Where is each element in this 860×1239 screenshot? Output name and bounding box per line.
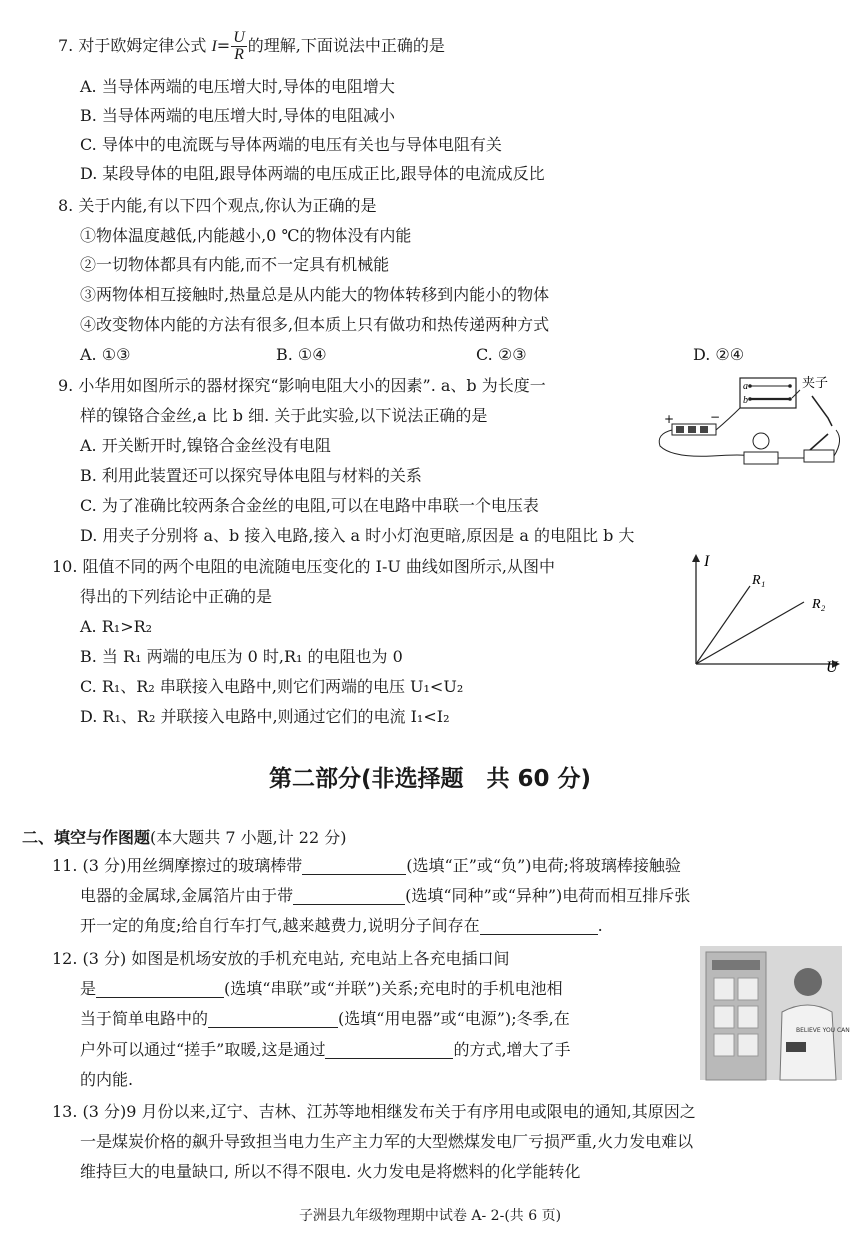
q11-line3: [80, 916, 603, 936]
q9-option-d: D. 用夹子分别将 a、b 接入电路,接入 a 时小灯泡更暗,原因是 a 的电阻比 b 大: [80, 526, 635, 545]
answer-blank[interactable]: [480, 918, 598, 935]
bulb-icon: [753, 433, 769, 449]
shirt-text: BELIEVE YOU CAN: [796, 1027, 850, 1034]
q7-stem: [58, 30, 445, 63]
formula-i: I: [211, 38, 217, 55]
formula-eq: =: [216, 36, 231, 55]
charging-station-photo: [700, 946, 850, 1080]
section2-note: (本大题共 7 小题,计 22 分): [150, 828, 347, 847]
q12-line1: 12. (3 分) 如图是机场安放的手机充电站, 充电站上各充电插口间: [52, 949, 510, 968]
q11-text: (选填“正”或“负”)电荷;将玻璃棒接触验: [406, 856, 681, 875]
q7-option-b: B. 当导体两端的电压增大时,导体的电阻减小: [80, 106, 396, 125]
q7-option-c: C. 导体中的电流既与导体两端的电压有关也与导体电阻有关: [80, 135, 502, 154]
q11-text: 电器的金属球,金属箔片由于带: [80, 886, 294, 905]
q13-line3: 维持巨大的电量缺口, 所以不得不限电. 火力发电是将燃料的化学能转化: [80, 1162, 581, 1181]
q10-option-b: B. 当 R₁ 两端的电压为 0 时,R₁ 的电阻也为 0: [80, 647, 403, 666]
q9-option-c: C. 为了准确比较两条合金丝的电阻,可以在电路中串联一个电压表: [80, 496, 539, 515]
answer-blank[interactable]: [293, 888, 405, 905]
q13-line1: 13. (3 分)9 月份以来,辽宁、吉林、江苏等地相继发布关于有序用电或限电的通知,其原因之: [52, 1102, 696, 1121]
q9-stem-line1: 9. 小华用如图所示的器材探究“影响电阻大小的因素”. a、b 为长度一: [58, 376, 546, 395]
q11-line1: [52, 856, 681, 876]
q10-option-a: A. R₁>R₂: [80, 617, 153, 636]
switch-icon: [810, 434, 828, 450]
q13-line2: 一是煤炭价格的飙升导致担当电力生产主力军的大型燃煤发电厂亏损严重,火力发电难以: [80, 1132, 694, 1151]
r2-line: [696, 602, 804, 664]
answer-blank[interactable]: [96, 981, 224, 998]
q8-point-1: ①物体温度越低,内能越小,0 ℃的物体没有内能: [80, 226, 412, 245]
q12-line5: 的内能.: [80, 1070, 134, 1089]
q12-line2: [80, 979, 563, 999]
q12-line4: [80, 1040, 571, 1060]
q12-text: (选填“串联”或“并联”)关系;充电时的手机电池相: [224, 979, 563, 998]
bulb-base: [744, 452, 778, 464]
person-head: [794, 968, 822, 996]
r2-label: R₂: [812, 597, 826, 612]
q11-text: 开一定的角度;给自行车打气,越来越费力,说明分子间存在: [80, 916, 480, 935]
answer-blank[interactable]: [208, 1011, 338, 1028]
formula-fraction: [231, 30, 247, 63]
section2-heading: [22, 825, 346, 848]
minus-label: −: [710, 410, 721, 424]
answer-blank[interactable]: [325, 1042, 453, 1059]
section2-title: 二、填空与作图题: [22, 828, 151, 847]
q8-option-a: A. ①③: [80, 345, 131, 364]
q11-line2: [80, 886, 690, 906]
switch-base: [804, 450, 834, 462]
page-footer: 子洲县九年级物理期中试卷 A- 2-(共 6 页): [298, 1208, 562, 1224]
alloy-wire-board: [740, 378, 796, 408]
q12-text: 是: [80, 979, 97, 998]
formula-denominator: R: [234, 46, 244, 63]
q9-stem-line2: 样的镍铬合金丝,a 比 b 细. 关于此实验,以下说法正确的是: [80, 406, 488, 425]
q10-option-c: C. R₁、R₂ 串联接入电路中,则它们两端的电压 U₁<U₂: [80, 677, 464, 696]
u-axis-label: U: [826, 659, 838, 676]
wire-b-label: b: [743, 395, 748, 406]
q7-stem-suffix: 的理解,下面说法中正确的是: [247, 36, 445, 55]
formula-numerator: U: [233, 29, 245, 46]
q10-iu-graph: [684, 550, 846, 674]
wire-a-label: a: [743, 381, 748, 392]
q9-option-a: A. 开关断开时,镍铬合金丝没有电阻: [80, 436, 331, 455]
answer-blank[interactable]: [302, 858, 406, 875]
q10-stem-line1: 10. 阻值不同的两个电阻的电流随电压变化的 I-U 曲线如图所示,从图中: [52, 557, 556, 576]
r1-label: R₁: [752, 573, 766, 588]
q8-option-d: D. ②④: [693, 345, 745, 364]
q8-point-3: ③两物体相互接触时,热量总是从内能大的物体转移到内能小的物体: [80, 285, 550, 304]
q12-text: 户外可以通过“搓手”取暖,这是通过: [80, 1040, 326, 1059]
q12-text: 当于简单电路中的: [80, 1009, 209, 1028]
q7-option-a: A. 当导体两端的电压增大时,导体的电阻增大: [80, 77, 395, 96]
q10-option-d: D. R₁、R₂ 并联接入电路中,则通过它们的电流 I₁<I₂: [80, 707, 450, 726]
q7-option-d: D. 某段导体的电阻,跟导体两端的电压成正比,跟导体的电流成反比: [80, 164, 545, 183]
q12-text: (选填“用电器”或“电源”);冬季,在: [338, 1009, 570, 1028]
plus-label: +: [664, 412, 675, 426]
q8-stem: 8. 关于内能,有以下四个观点,你认为正确的是: [58, 196, 377, 215]
q8-point-4: ④改变物体内能的方法有很多,但本质上只有做功和热传递两种方式: [80, 315, 550, 334]
q9-option-b: B. 利用此装置还可以探究导体电阻与材料的关系: [80, 466, 422, 485]
q9-circuit-figure: [652, 374, 848, 468]
r1-line: [696, 586, 750, 664]
q7-stem-prefix: 7. 对于欧姆定律公式: [58, 36, 207, 55]
i-axis-label: I: [704, 553, 710, 570]
q11-text: .: [597, 916, 603, 935]
q8-option-c: C. ②③: [476, 345, 527, 364]
q12-text: 的方式,增大了手: [453, 1040, 571, 1059]
q8-option-b: B. ①④: [276, 345, 327, 364]
clip-label: 夹子: [802, 376, 829, 391]
q10-stem-line2: 得出的下列结论中正确的是: [80, 587, 273, 606]
clip-icon: [812, 396, 832, 426]
q11-text: (选填“同种”或“异种”)电荷而相互排斥张: [405, 886, 691, 905]
q12-line3: [80, 1009, 570, 1029]
q11-text: 11. (3 分)用丝绸摩擦过的玻璃棒带: [52, 856, 303, 875]
q8-point-2: ②一切物体都具有内能,而不一定具有机械能: [80, 255, 390, 274]
part2-heading: 第二部分(非选择题 共 60 分): [268, 766, 592, 792]
